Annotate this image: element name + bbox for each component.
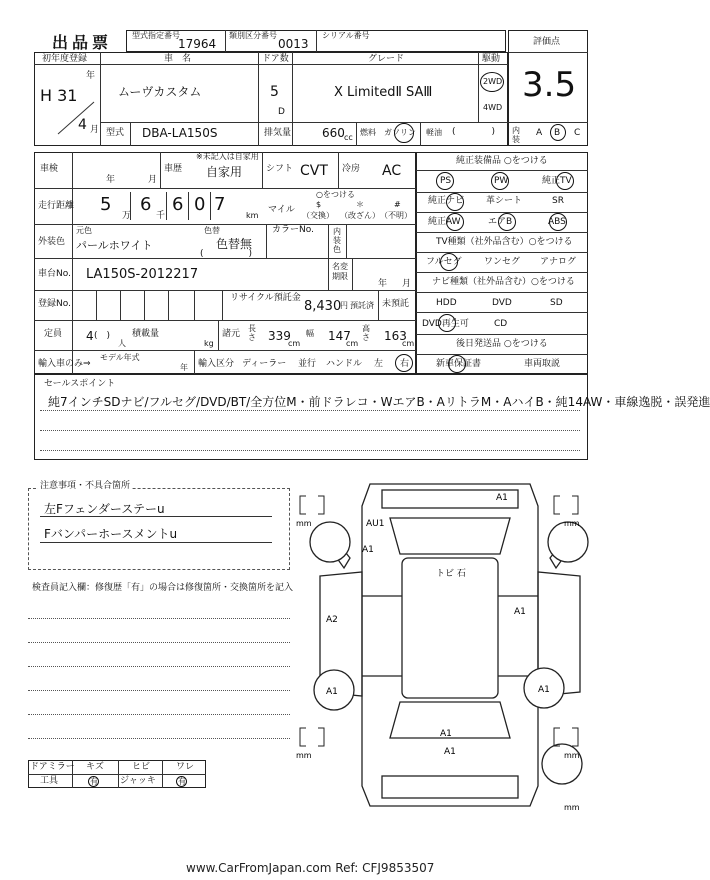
dealer-label: ディーラー [242,359,287,369]
drive-2wd: 2WD [483,77,503,86]
equip-sr: SR [552,196,564,206]
shift-label: シフト [266,164,294,174]
legend-crack: ヒビ [132,762,151,772]
import-type-label: 輸入区分 [198,359,235,369]
mileage-label: 走行距離 [38,201,75,211]
mm-rear-right: mm [564,751,580,760]
mileage-digit-1: 5 [100,194,112,215]
equip-pw: PW [494,176,509,186]
tv-circle [556,172,574,190]
equip-airbag: エアB [488,217,513,227]
interior-label: 内装 [512,126,520,144]
tv-fullseg: フルセグ [426,257,462,267]
month-unit: 月 [90,125,100,135]
code-front-bumper: A1 [496,493,508,503]
drive-4wd: 4WD [483,103,503,112]
first-reg-month: 4 [78,117,87,133]
legend-tools-mark: 有 [90,777,98,786]
width-unit: cm [346,339,359,348]
footer-watermark: www.CarFromJapan.com Ref: CFJ9853507 [186,861,435,875]
aw-circle [446,213,464,231]
mileage-unit-man: 万 [122,211,132,221]
fuel-gas-circle [394,123,414,143]
fullseg-circle [440,253,458,271]
car-name-value: ムーヴカスタム [118,85,202,99]
model-year-label: モデル年式 [100,353,140,362]
displacement-value: 660 [322,126,345,140]
airbag-circle [498,213,516,231]
handle-left: 左 [374,359,384,369]
tv-oneseg: ワンセグ [484,257,521,267]
notes-label: 注意事項・不具合箇所 [40,481,131,491]
navi-sd: SD [550,298,563,308]
name-change-label: 名変期限 [332,262,348,281]
equip-leather: 革シート [486,196,523,206]
code-left-door: A2 [326,615,338,625]
length-label: 長さ [248,324,256,342]
capacity-label: 定員 [44,329,63,339]
drive-label: 駆動 [482,54,501,64]
usage-note: ※未記入は自家用 [196,152,259,161]
length-unit: cm [288,339,301,348]
fuel-gasoline: ガソリン [384,128,416,137]
legend-tools: 工具 [40,776,59,786]
code-rear-left-wheel: A1 [326,687,338,697]
notes-line-2: Fバンパーホースメントu [44,527,178,541]
mm-front-right: mm [564,519,580,528]
reg-no-label: 登録No. [38,299,71,309]
length-value: 339 [268,329,291,343]
doors-value: 5 [270,84,279,100]
interior-b-circle [550,124,566,141]
miles-label: マイル [268,205,295,215]
inspection-year: 年 [106,175,116,185]
later-title: 後日発送品 ○をつける [456,339,548,349]
fuel-bracket: ( ) [452,127,496,137]
code-rear-right-wheel: A1 [538,685,550,695]
drive-2wd-circle [480,72,504,92]
equip-ps: PS [440,176,452,186]
first-reg-label: 初年度登録 [42,54,88,64]
dvd-play-circle [438,314,456,332]
interior-a: A [536,128,543,138]
sales-box [34,374,588,460]
usage-label: 車歴 [164,164,183,174]
model-designation-label: 型式指定番号 [132,31,180,40]
color-label: 外装色 [38,237,66,247]
mileage-unit-km: km [246,211,259,220]
wheel-group [310,522,588,784]
mileage-digit-3: 6 [172,194,184,215]
color-no-label: カラーNo. [272,225,314,235]
parallel-label: 並行 [298,359,317,369]
genuine-title: 純正装備品 ○をつける [456,156,548,166]
model-year-unit: 年 [180,363,188,372]
load-label: 積載量 [132,329,160,339]
recycle-unit: 円 [340,301,348,310]
displacement-unit: cc [344,133,353,142]
inspection-month: 月 [148,175,158,185]
color-change-value: 色替無 [216,237,253,251]
serial-label: シリアル番号 [322,31,370,40]
recycle-paid: 預託済 [350,301,374,310]
car-damage-diagram [290,476,610,816]
legend-jack-mark: 有 [178,777,186,786]
name-change-month: 月 [402,279,412,289]
navi-title: ナビ種類（社外品含む）○をつける [432,277,575,287]
handle-label: ハンドル [326,359,363,369]
ac-label: 冷房 [342,164,361,174]
score-label: 評価点 [533,37,561,47]
sales-text: 純7インチSDナビ/フルセグ/DVD/BT/全方位M・前ドラレコ・WエアB・AリトラM・AハイB・純14AW・車線逸脱・誤発進 [48,395,710,409]
sheet-title: 出品票 [52,33,113,52]
grade-value: X LimitedⅡ SAⅢ [334,85,433,100]
equip-abs: ABS [548,217,566,227]
orig-color-value: パールホワイト [76,239,153,252]
handle-right: 右 [400,359,410,369]
color-bracket: ( ) [200,249,253,259]
altered: （改ざん） [340,211,380,220]
wheel-front-left [310,522,350,562]
year-unit: 年 [86,71,96,81]
inspection-label: 車検 [40,164,59,174]
category-value: 0013 [278,37,309,51]
pw-circle [491,172,509,190]
car-name-label: 車 名 [164,54,192,64]
model-designation-value: 17964 [178,37,217,51]
mileage-digit-5: 7 [214,194,226,215]
mm-rear-left: mm [296,751,312,760]
mileage-digit-2: 6 [140,194,152,215]
spare-tire [542,744,582,784]
usage-value: 自家用 [206,165,243,179]
replaced: （交換） [302,211,334,220]
fuel-label: 燃料 [360,128,376,137]
mileage-circle-note: ○をつける [316,190,355,199]
recycle-label: リサイクル預託金 [230,293,301,303]
capacity-bracket: ( ) [94,331,111,341]
doors-suffix: D [278,107,285,117]
navi-hdd: HDD [436,298,457,308]
load-unit: kg [204,339,214,348]
legend-jack: ジャッキ [120,776,156,786]
width-label: 幅 [306,329,314,338]
inspector-label: 検査員記入欄：修復歴「有」の場合は修復箇所・交換箇所を記入 [32,583,294,593]
navi-circle [446,193,464,211]
windshield-note: トビ 石 [436,569,466,579]
abs-circle [549,213,567,231]
name-change-year: 年 [378,279,388,289]
mileage-unit-sen: 千 [156,211,166,221]
mm-front-left: mm [296,519,312,528]
ps-circle [436,172,454,190]
equip-genuine-tv: 純正TV [542,176,572,186]
warranty-circle [448,355,466,373]
chassis-value: LA150S-2012217 [86,267,199,282]
sales-label: セールスポイント [44,379,116,389]
interior-c: C [574,128,581,138]
code-rear-bumper: A1 [444,747,456,757]
recycle-value: 8,430 [304,299,342,314]
chassis-label: 車台No. [38,269,71,279]
equip-genuine-aw: 純正AW [428,217,461,227]
score-value: 3.5 [522,65,577,105]
height-value: 163 [384,329,407,343]
unknown: （不明） [380,211,412,220]
fuel-light-oil: 軽油 [426,128,442,137]
unknown-sym: # [394,200,401,209]
width-value: 147 [328,329,351,343]
navi-dvd-play: DVD再生可 [422,319,469,329]
import-label: 輸入車のみ⇒ [38,359,91,369]
legend-broken: ワレ [176,762,195,772]
handle-right-circle [395,354,413,372]
interior-b: B [554,128,561,138]
equip-genuine-navi: 純正ナビ [428,196,465,206]
altered-sym: ＊ [356,200,364,209]
navi-dvd: DVD [492,298,512,308]
first-reg-year: H 31 [40,86,78,105]
height-label: 高さ [362,324,370,342]
dims-label: 諸元 [222,329,241,339]
shift-value: CVT [300,163,328,179]
mileage-digit-4: 0 [194,194,206,215]
recycle-unpaid: 未預託 [382,299,410,309]
grade-label: グレード [368,54,405,64]
tv-title: TV種類（社外品含む）○をつける [436,237,573,247]
capacity-value: 4 [86,329,94,343]
navi-cd: CD [494,319,508,329]
capacity-unit: 人 [118,339,126,348]
notes-line-1: 左Fフェンダーステーu [44,502,165,516]
mm-spare: mm [564,803,580,812]
orig-color-label: 元色 [76,226,92,235]
tv-analog: アナログ [540,257,577,267]
replaced-sym: $ [316,200,322,209]
displacement-label: 排気量 [264,128,292,138]
later-warranty: 新車保証書 [436,359,482,369]
category-label: 類別区分番号 [229,31,277,40]
height-unit: cm [402,339,415,348]
color-change-label: 色替 [204,226,220,235]
doors-label: ドア数 [262,54,289,64]
legend-scratch: キズ [86,762,104,772]
later-manual: 車両取説 [524,359,561,369]
model-code-value: DBA-LA150S [142,126,218,140]
ac-value: AC [382,163,402,179]
code-front-left: A1 [362,545,374,555]
model-code-label: 型式 [106,128,125,138]
code-rear: A1 [440,729,452,739]
legend-door-mirror: ドアミラー [30,762,75,772]
wheel-front-right [548,522,588,562]
code-front-fender: AU1 [366,519,385,529]
interior-color-label: 内装色 [333,227,341,254]
code-right-door: A1 [514,607,526,617]
